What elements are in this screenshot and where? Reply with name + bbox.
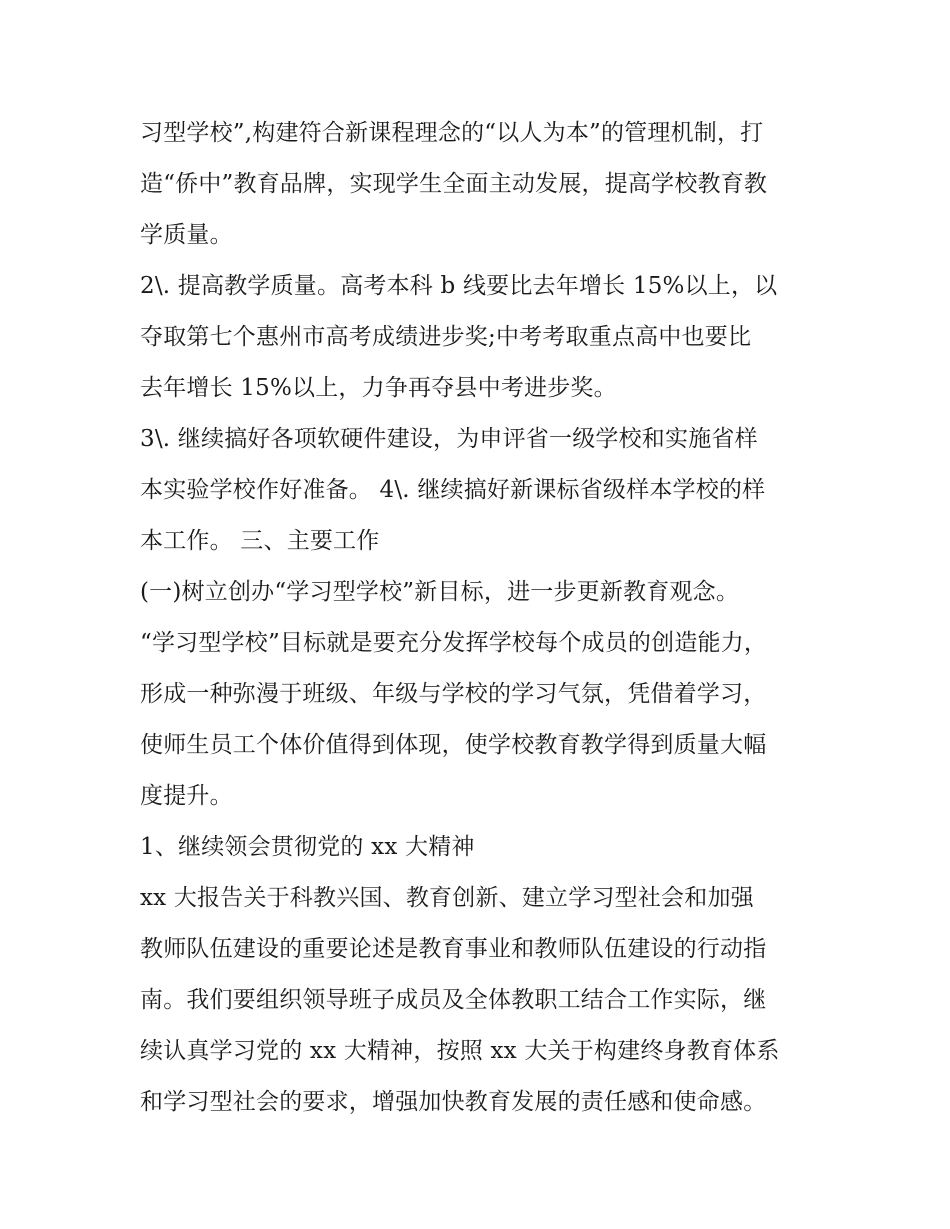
text-line: “学习型学校”目标就是要充分发挥学校每个成员的创造能力， (140, 630, 768, 656)
text-line: 南。我们要组织领导班子成员及全体教职工结合工作实际，继 (140, 987, 767, 1013)
text-line: 去年增长 15%以上，力争再夺县中考进步奖。 (140, 375, 617, 401)
text-line: 形成一种弥漫于班级、年级与学校的学习气氛，凭借着学习， (140, 681, 767, 707)
text-line: 2\. 提高教学质量。高考本科 b 线要比去年增长 15%以上，以 (140, 273, 778, 299)
subsection-heading: 1、继续领会贯彻党的 xx 大精神 (140, 834, 475, 860)
text-line: 3\. 继续搞好各项软硬件建设，为申评省一级学校和实施省样 (140, 426, 758, 452)
text-line: 夺取第七个惠州市高考成绩进步奖;中考考取重点高中也要比 (140, 324, 752, 350)
text-line: 本工作。 三、主要工作 (140, 528, 380, 554)
text-line: 和学习型社会的要求，增强加快教育发展的责任感和使命感。 (140, 1089, 767, 1115)
text-line: 学质量。 (140, 222, 233, 248)
text-line: 使师生员工个体价值得到体现，使学校教育教学得到质量大幅 (140, 732, 767, 758)
document-body (140, 108, 820, 1128)
text-line: 教师队伍建设的重要论述是教育事业和教师队伍建设的行动指 (140, 936, 767, 962)
text-line: 度提升。 (140, 783, 233, 809)
text-line: xx 大报告关于科教兴国、教育创新、建立学习型社会和加强 (140, 885, 754, 911)
text-line: 习型学校”,构建符合新课程理念的“以人为本”的管理机制，打 (140, 120, 764, 146)
text-line: 续认真学习党的 xx 大精神，按照 xx 大关于构建终身教育体系 (140, 1038, 780, 1064)
text-line: 造“侨中”教育品牌，实现学生全面主动发展，提高学校教育教 (140, 171, 768, 197)
section-heading: (一)树立创办“学习型学校”新目标，进一步更新教育观念。 (140, 579, 740, 605)
text-line: 本实验学校作好准备。 4\. 继续搞好新课标省级样本学校的样 (140, 477, 766, 503)
